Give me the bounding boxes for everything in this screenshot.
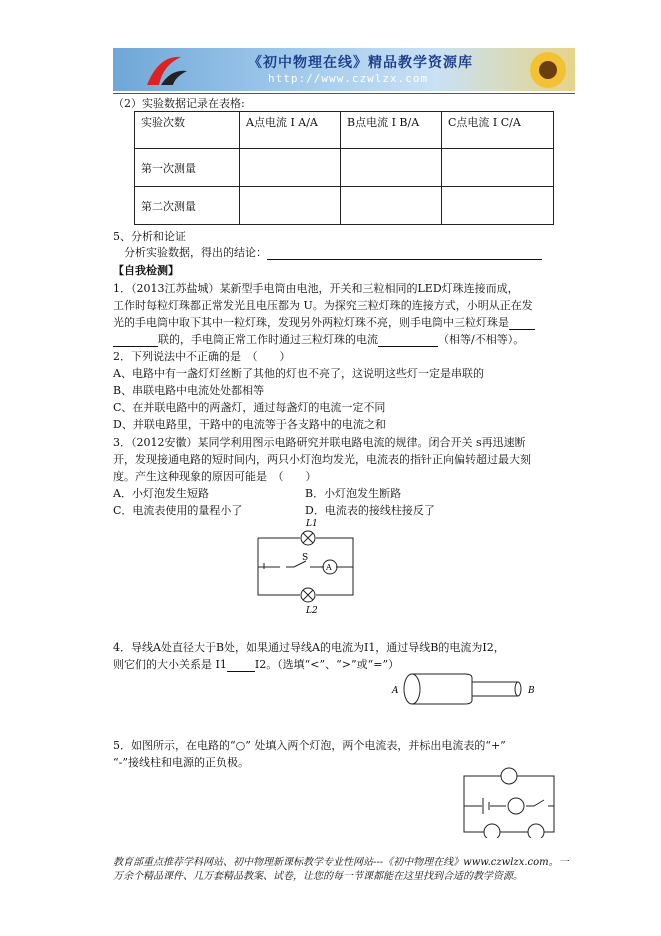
q1-line4 [113, 333, 524, 347]
q2-option-a: A、电路中有一盏灯灯丝断了其他的灯也不亮了，这说明这些灯一定是串联的 [113, 367, 484, 380]
table-cell [240, 187, 341, 225]
q4-line2-text-a: 则它们的大小关系是 I1 [113, 658, 227, 671]
q4-blank [227, 660, 255, 672]
header-rule [113, 93, 575, 94]
footer-line2: 万余个精品课件、几万套精品教案、试卷，让您的每一节课都能在这里找到合适的教学资源。 [113, 871, 523, 882]
data-table [134, 111, 554, 225]
q1-blank-2 [113, 335, 158, 347]
header-url: http://www.czwlzx.com [268, 72, 429, 85]
q2-option-b: B、串联电路中电流处处都相等 [113, 384, 265, 397]
label-wire-b: B [528, 686, 535, 696]
q1-blank-3 [378, 335, 438, 347]
table-header-cell: C点电流 I C/A [442, 112, 554, 149]
blank-circle-icon [484, 824, 500, 838]
q1-line3 [113, 316, 535, 330]
lamp-l1-cross [303, 533, 313, 543]
label-l2: L2 [306, 606, 318, 615]
table-header-row [135, 112, 554, 149]
q4-line1: 4．导线A处直径大于B处，如果通过导线A的电流为I1，通过导线B的电流为I2， [113, 641, 505, 654]
table-cell: 第二次测量 [135, 187, 240, 225]
footer-line1: 教育部重点推荐学科网站、初中物理新课标教学专业性网站---《初中物理在线》www.czwlzx.com。一 [113, 857, 569, 868]
table-row [135, 187, 554, 225]
header-banner [113, 48, 575, 91]
table-cell [341, 149, 442, 187]
label-wire-a: A [392, 686, 399, 696]
table-cell [442, 149, 554, 187]
sunflower-icon [518, 48, 575, 91]
q1-line3-text: 光的手电筒中取下其中一粒灯珠，发现另外两粒灯珠不亮，则手电筒中三粒灯珠是 [113, 316, 509, 329]
q5-line2: “-”接线柱和电源的正负极。 [113, 756, 249, 769]
wire-b-body [472, 682, 518, 696]
site-logo-icon [141, 51, 191, 89]
lamp-l2-cross [303, 590, 313, 600]
q1-line2: 工作时每粒灯珠都正常发光且电压都为 U。为探究三粒灯珠的连接方式，小明从正在发 [113, 299, 533, 312]
conclusion-label: 分析实验数据，得出的结论： [124, 246, 267, 259]
q4-line2-text-b: I2。（选填“<”、“>”或“=”） [254, 658, 400, 671]
q5-circuit-diagram [458, 762, 570, 838]
q1-line4-text-b: （相等/不相等）。 [438, 333, 525, 346]
table-header-cell: 实验次数 [135, 112, 240, 149]
wire-a-end [404, 674, 420, 704]
q2-option-d: D、并联电路里，干路中的电流等于各支路中的电流之和 [113, 418, 386, 431]
q2-stem: 2．下列说法中不正确的是 （ ） [113, 350, 291, 363]
q4-wire-diagram [390, 668, 540, 710]
blank-circle-icon [501, 768, 517, 784]
table-header-cell: A点电流 I A/A [240, 112, 341, 149]
wire-a-body [412, 674, 472, 704]
label-l1: L1 [306, 519, 318, 529]
table-cell: 第一次测量 [135, 149, 240, 187]
table-cell [240, 149, 341, 187]
q3-option-a: A．小灯泡发生短路 [113, 487, 209, 500]
q3-line3: 度。产生这种现象的原因可能是 （ ） [113, 470, 317, 483]
wire-b-end [515, 682, 521, 696]
q4-line2 [113, 658, 399, 672]
label-s: S [302, 553, 309, 563]
self-check-heading: 【自我检测】 [113, 264, 179, 277]
q1-line4-text-a: 联的，手电筒正常工作时通过三粒灯珠的电流 [158, 333, 378, 346]
q3-line1: 3．（2012安徽）某同学利用图示电路研究并联电路电流的规律。闭合开关 s再迅速断 [113, 436, 526, 449]
label-a: A [326, 563, 332, 572]
table-cell [442, 187, 554, 225]
q3-option-b: B．小灯泡发生断路 [305, 487, 402, 500]
section5-conclusion [124, 246, 542, 260]
table-header-cell: B点电流 I B/A [341, 112, 442, 149]
q1-blank-1 [509, 318, 535, 330]
section2-heading: （2）实验数据记录在表格: [113, 97, 245, 110]
q1-line1: 1．（2013江苏盐城）某新型手电筒由电池，开关和三粒相同的LED灯珠连接而成， [113, 282, 519, 295]
q2-option-c: C、在并联电路中的两盏灯，通过每盏灯的电流一定不同 [113, 401, 386, 414]
q3-option-d: D．电流表的接线柱接反了 [305, 504, 435, 517]
blank-circle-icon [528, 824, 544, 838]
table-row [135, 149, 554, 187]
section5-heading: 5、分析和论证 [113, 230, 186, 243]
blank-circle-icon [508, 798, 524, 814]
table-cell [341, 187, 442, 225]
header-title: 《初中物理在线》精品教学资源库 [248, 55, 473, 71]
q5-line1: 5．如图所示，在电路的“○” 处填入两个灯泡，两个电流表，并标出电流表的“+” [113, 739, 506, 752]
conclusion-blank [267, 248, 542, 260]
q3-option-c: C．电流表使用的量程小了 [113, 504, 243, 517]
q3-line2: 开，发现接通电路的短时间内，两只小灯泡均发光，电流表的指针正向偏转超过最大刻 [113, 453, 531, 466]
q3-circuit-diagram [250, 515, 360, 615]
